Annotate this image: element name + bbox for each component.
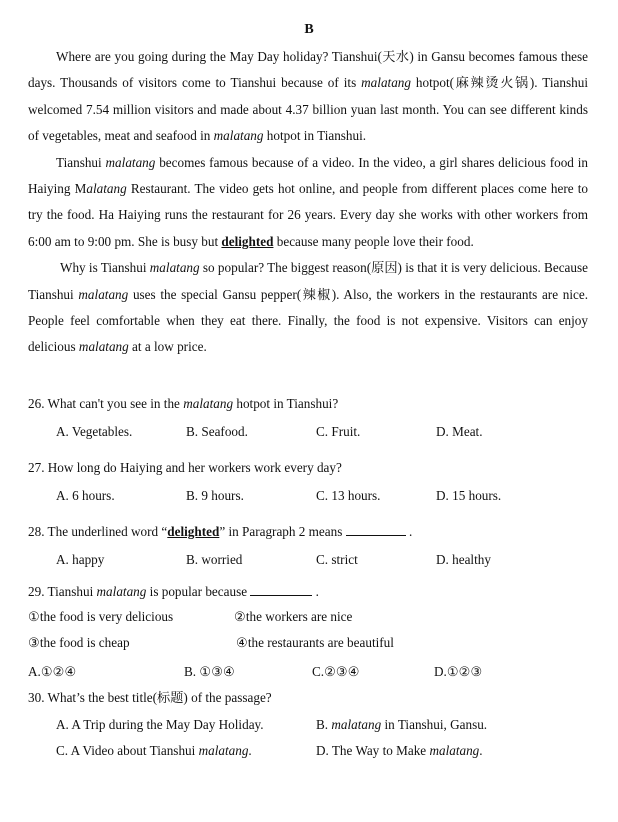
option-b: B. ①③④ (184, 664, 235, 679)
option-d: D. The Way to Make malatang. (316, 743, 483, 758)
option-c: C. 13 hours. (316, 488, 381, 503)
option-a: A. 6 hours. (56, 488, 115, 503)
underlined-word: delighted (167, 524, 220, 539)
underlined-word: delighted (221, 233, 274, 249)
option-c: C. strict (316, 552, 358, 567)
question-27 (28, 458, 598, 512)
question-30 (28, 688, 598, 764)
statement-row (28, 630, 598, 656)
question-stem: 29. Tianshui malatang is popular because . (28, 584, 319, 599)
reading-passage (28, 44, 588, 361)
option-c: C.②③④ (312, 664, 360, 679)
option-b: B. worried (186, 552, 243, 567)
option-d: D. 15 hours. (436, 488, 502, 503)
option-a: A. Vegetables. (56, 424, 133, 439)
option-row (28, 416, 598, 448)
option-a: A. A Trip during the May Day Holiday. (56, 717, 264, 732)
option-b: B. 9 hours. (186, 488, 244, 503)
option-b: B. malatang in Tianshui, Gansu. (316, 717, 488, 732)
paragraph-1: Where are you going during the May Day holiday? Tianshui(天水) in Gansu becomes famous these days. Thousands of visitors come to Tianshui because of its malatang hotpot(麻辣烫火锅). Tianshui welcomed 7.54 million visitors and made about 4.37 billion yuan last month. You can see different kinds of vegetables, meat and seafood in malatang hotpot in Tianshui. (28, 49, 588, 144)
paragraph-3: Why is Tianshui malatang so popular? The biggest reason(原因) is that it is very delicious. Because Tianshui malatang uses the special Gansu pepper(辣椒). Also, the workers in the restaurants are nice. People feel comfortable when they eat there. Finally, the food is not expensive. Visitors can enjoy delicious malatang at a low price. (28, 260, 589, 355)
statement-1: ①the food is very delicious (28, 609, 174, 624)
option-c: C. Fruit. (316, 424, 361, 439)
answer-blank (250, 583, 312, 596)
option-a: A. happy (56, 552, 105, 567)
option-d: D. Meat. (436, 424, 483, 439)
option-d: D. healthy (436, 552, 491, 567)
questions (28, 394, 598, 764)
option-row (28, 738, 598, 764)
option-c: C. A Video about Tianshui malatang. (56, 743, 252, 758)
option-row (28, 712, 598, 738)
question-29 (28, 582, 598, 688)
answer-blank (346, 523, 406, 536)
option-row (28, 544, 598, 576)
question-stem: 30. What’s the best title(标题) of the passage? (28, 690, 272, 705)
question-28 (28, 522, 598, 576)
statement-2: ②the workers are nice (234, 609, 353, 624)
question-stem: 27. How long do Haiying and her workers work every day? (28, 460, 342, 475)
paragraph-2: Tianshui malatang becomes famous because of a video. In the video, a girl shares delicious food in Haiying Malatang Restaurant. The video gets hot online, and people from different places come here to try the food. Ha Haiying runs the restaurant for 26 years. Every day she works with other workers from 6:00 am to 9:00 pm. She is busy but delighted because many people love their food. (28, 154, 588, 249)
question-stem: 28. The underlined word “delighted” in Paragraph 2 means . (28, 524, 413, 539)
statement-4: ④the restaurants are beautiful (236, 635, 394, 650)
statement-3: ③the food is cheap (28, 635, 130, 650)
option-row (28, 656, 598, 688)
option-row (28, 480, 598, 512)
option-b: B. Seafood. (186, 424, 248, 439)
option-d: D.①②③ (434, 664, 483, 679)
option-a: A.①②④ (28, 664, 77, 679)
question-26 (28, 394, 598, 448)
question-stem: 26. What can't you see in the malatang hotpot in Tianshui? (28, 396, 339, 411)
section-title: B (304, 22, 314, 37)
statement-row (28, 604, 598, 630)
